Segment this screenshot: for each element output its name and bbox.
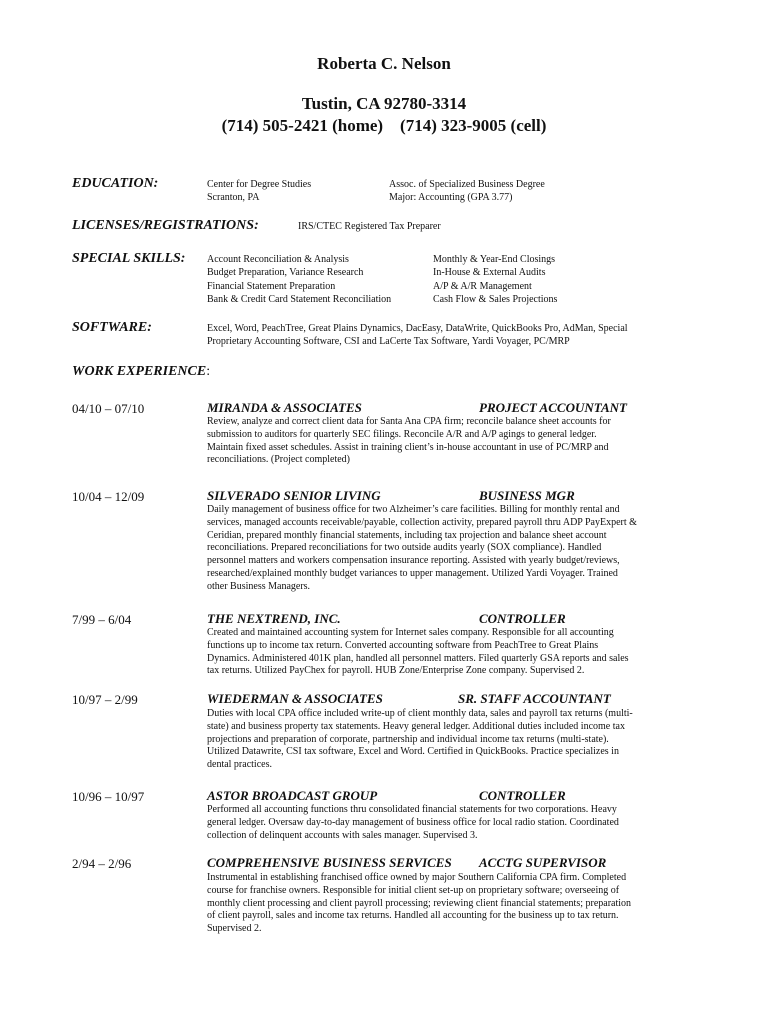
job-position: SR. STAFF ACCOUNTANT <box>458 691 611 706</box>
skill-item: Monthly & Year-End Closings <box>433 254 556 265</box>
job-description-line: functions up to income tax return. Converted accounting software from PeachTree to Great Plains <box>207 639 599 651</box>
job-description-line: Dynamics. Administered 401K plan, handled all personnel matters. Filed quarterly GSA reports and sales <box>207 652 629 664</box>
job-position: BUSINESS MGR <box>479 488 575 503</box>
candidate-name: Roberta C. Nelson <box>317 54 451 73</box>
job-description-line: Utilized Datawrite, CSI tax software, Excel and Word. Certified in QuickBooks. Practice specializes in <box>207 746 619 758</box>
job-description-line: Maintain fixed asset schedules. Assist in training client’s in-house accountant in use of PC/MRP and <box>207 441 609 453</box>
job-company: ASTOR BROADCAST GROUP <box>207 788 378 803</box>
work-experience-title: WORK EXPERIENCE <box>72 364 207 379</box>
skills-col1 <box>207 253 391 306</box>
job-dates: 10/97 – 2/99 <box>72 692 138 707</box>
job-description <box>207 504 699 594</box>
software-line: Proprietary Accounting Software, CSI and LaCerte Tax Software, Yardi Voyager, PC/MRP <box>207 336 570 348</box>
job-description-line: Performed all accounting functions thru consolidated financial statements for two corporations. Heavy <box>207 804 617 815</box>
job-dates: 7/99 – 6/04 <box>72 612 132 627</box>
candidate-phone: (714) 505-2421 (home) (714) 323-9005 (cell) <box>221 116 547 135</box>
job-description <box>207 804 699 842</box>
job-description-line: monthly client processing and client payroll processing; reviewing client financial statements; preparation <box>207 897 632 909</box>
job-company: WIEDERMAN & ASSOCIATES <box>207 691 383 706</box>
skill-item: A/P & A/R Management <box>433 280 532 292</box>
job-description-line: other Business Managers. <box>207 580 311 592</box>
job-position: ACCTG SUPERVISOR <box>479 855 607 870</box>
skills-label: SPECIAL SKILLS: <box>72 251 186 266</box>
job-description-line: dental practices. <box>207 759 272 771</box>
job-description-line: Supervised 2. <box>207 923 262 935</box>
job-description-line: state) and business property tax statements. Heavy general ledger. Additional duties included income tax <box>207 720 625 732</box>
job-description <box>207 708 699 772</box>
job-position: PROJECT ACCOUNTANT <box>479 400 627 415</box>
work-experience-label <box>72 364 210 380</box>
job-description <box>207 627 699 678</box>
job-description-line: of client payroll, sales and income tax returns. Handled all accounting for the business up to tax return. <box>207 910 619 922</box>
school-name: Center for Degree Studies <box>207 179 312 190</box>
job-description-line: Review, analyze and correct client data for Santa Ana CPA firm; reconcile balance sheet accounts for <box>207 416 611 427</box>
licenses-label: LICENSES/REGISTRATIONS: <box>72 218 259 233</box>
job-description-line: Duties with local CPA office included write-up of client monthly data, sales and payroll tax returns (multi- <box>207 708 633 719</box>
education-degree <box>389 178 545 205</box>
job-description-line: Instrumental in establishing franchised office owned by major Southern California CPA firm. Completed <box>207 872 627 883</box>
job-description-line: collection of delinquent accounts with sales manager. Supervised 3. <box>207 829 478 841</box>
job-position: CONTROLLER <box>479 788 566 803</box>
skill-item: Account Reconciliation & Analysis <box>207 254 349 265</box>
skills-col2 <box>433 253 557 306</box>
degree-name: Assoc. of Specialized Business Degree <box>389 179 545 190</box>
software-label: SOFTWARE: <box>72 320 152 335</box>
job-description-line: personnel matters and workers compensation insurance reporting. Assisted with yearly budget/reviews, <box>207 555 620 567</box>
skill-item: Cash Flow & Sales Projections <box>433 293 558 305</box>
job-company: MIRANDA & ASSOCIATES <box>207 400 362 415</box>
job-description-line: general ledger. Oversaw day-to-day management of business office for local radio station. Coordinated <box>207 816 619 828</box>
school-location: Scranton, PA <box>207 192 260 204</box>
job-dates: 2/94 – 2/96 <box>72 856 132 871</box>
candidate-city: Tustin, CA 92780-3314 <box>301 94 467 113</box>
job-description-line: reconciliations. Prepared reconciliations for two outside audits yearly (SOX compliance). Handled <box>207 542 602 554</box>
job-description-line: Ceridian, prepared monthly financial statements, including tax projection and balance sheet account <box>207 529 607 541</box>
job-dates: 04/10 – 07/10 <box>72 401 145 416</box>
licenses-value: IRS/CTEC Registered Tax Preparer <box>298 221 441 232</box>
work-experience-colon: : <box>206 364 211 379</box>
job-description-line: course for franchise owners. Responsible for initial client set-up on proprietary software; overseeing of <box>207 884 620 896</box>
skill-item: Budget Preparation, Variance Research <box>207 267 364 279</box>
job-description <box>207 872 699 936</box>
job-description-line: submission to auditors for quarterly SEC filings. Reconcile A/R and A/P agings to general ledger. <box>207 428 597 440</box>
job-description-line: reconciliations. (Project completed) <box>207 454 351 466</box>
software-list <box>207 322 628 349</box>
skill-item: In-House & External Audits <box>433 267 546 279</box>
job-company: SILVERADO SENIOR LIVING <box>207 488 381 503</box>
job-company: THE NEXTREND, INC. <box>207 611 341 626</box>
job-description-line: projections and preparation of corporate, partnership and individual income tax returns (multi-state). <box>207 733 609 745</box>
job-description <box>207 416 699 467</box>
job-position: CONTROLLER <box>479 611 566 626</box>
degree-major: Major: Accounting (GPA 3.77) <box>389 192 513 204</box>
job-dates: 10/96 – 10/97 <box>72 789 145 804</box>
job-dates: 10/04 – 12/09 <box>72 489 145 504</box>
education-school <box>207 178 311 205</box>
job-description-line: services, managed accounts receivable/payable, collection activity, prepared payroll thru ADP PayExpert & <box>207 516 637 528</box>
job-description-line: Created and maintained accounting system for Internet sales company. Responsible for all accounting <box>207 627 614 638</box>
software-line: Excel, Word, PeachTree, Great Plains Dynamics, DacEasy, DataWrite, QuickBooks Pro, AdMan, Special <box>207 323 628 334</box>
job-company: COMPREHENSIVE BUSINESS SERVICES <box>207 855 452 870</box>
skill-item: Financial Statement Preparation <box>207 280 336 292</box>
job-description-line: Daily management of business office for two Alzheimer’s care facilities. Billing for monthly rental and <box>207 504 620 515</box>
skill-item: Bank & Credit Card Statement Reconciliation <box>207 293 392 305</box>
job-description-line: tax returns. Utilized PayChex for payroll. HUB Zone/Enterprise Zone company. Supervised 2. <box>207 665 585 677</box>
education-label: EDUCATION: <box>72 176 159 191</box>
job-description-line: researched/explained monthly budget variances to upper management. Utilized Yardi Voyager. Trained <box>207 567 618 579</box>
